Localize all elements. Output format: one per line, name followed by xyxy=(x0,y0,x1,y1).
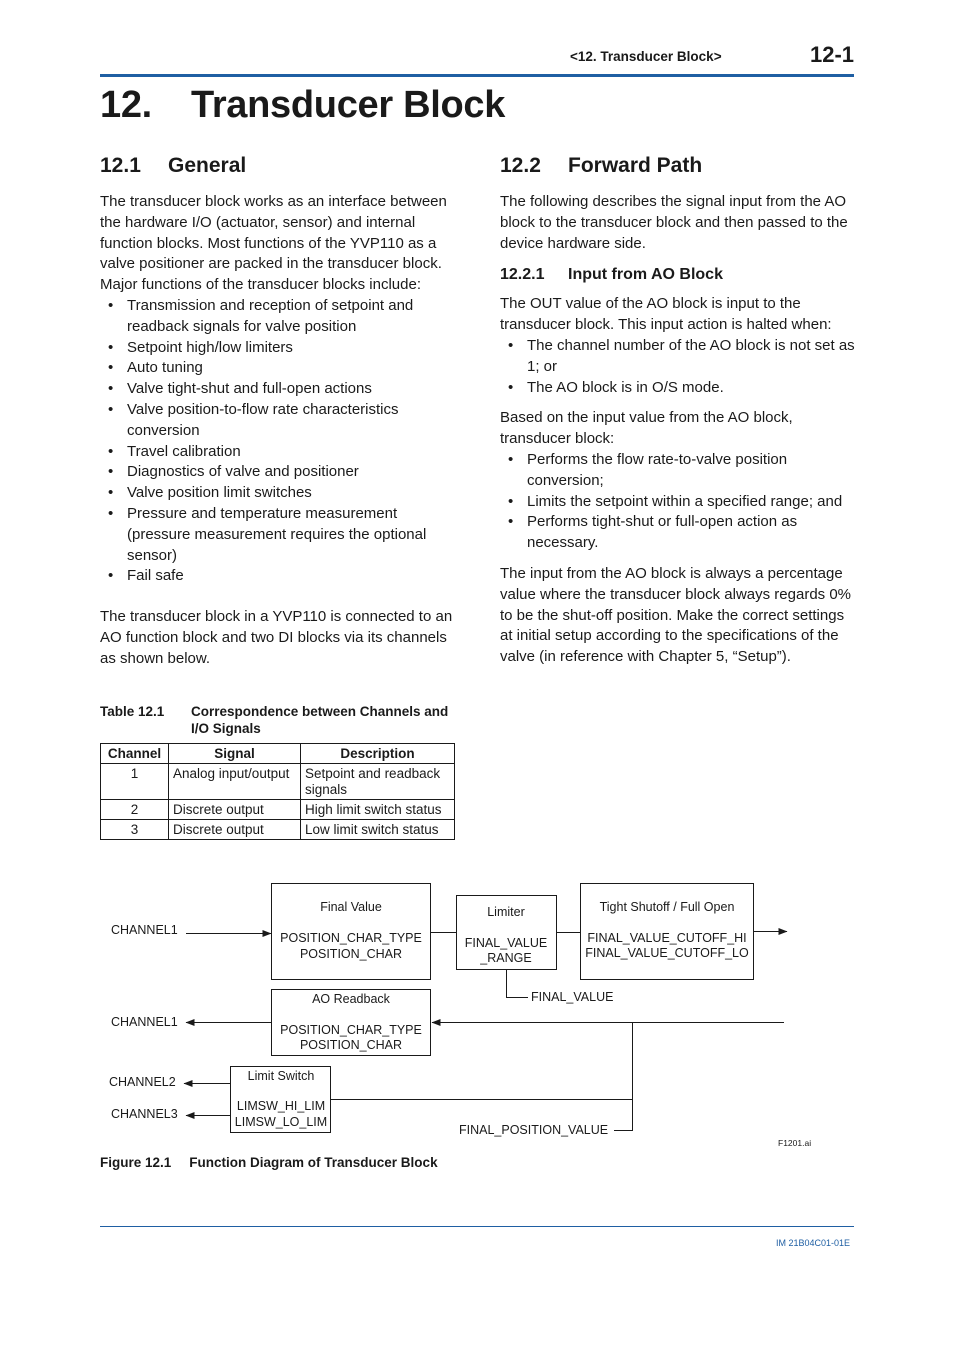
list-item: • Valve position limit switches xyxy=(100,483,460,504)
chapter-title-text: Transducer Block xyxy=(191,84,506,126)
ao-readback-param: POSITION_CHAR_TYPE xyxy=(280,1023,422,1037)
table-header-cell: Description xyxy=(301,744,455,764)
header-section-title: <12. Transducer Block> xyxy=(570,49,722,64)
table-header-cell: Signal xyxy=(169,744,301,764)
table-label: Table 12.1 xyxy=(100,704,165,719)
input-paragraph-3: The input from the AO block is always a percentage value where the transducer block always regards 0% to be the shut-off position. Make the correct settings at initial setup according to the specifications of the valve (in reference with Chapter 5, “Setup”). xyxy=(500,564,852,666)
tight-shutoff-param: FINAL_VALUE_CUTOFF_HI xyxy=(587,931,747,945)
list-item: • Fail safe xyxy=(100,566,460,587)
input-paragraph-2: Based on the input value from the AO block, transducer block: xyxy=(500,409,793,448)
figure-label: Figure 12.1 xyxy=(100,1155,172,1170)
table-caption-text: Correspondence between Channels and I/O Signals xyxy=(191,704,449,736)
table-header-cell: Channel xyxy=(101,744,169,764)
list-item: • Diagnostics of valve and positioner xyxy=(100,462,460,483)
list-item: • The AO block is in O/S mode. xyxy=(500,378,860,399)
list-item: • Valve position-to-flow rate characteristics conversion xyxy=(100,400,460,442)
list-item: • Auto tuning xyxy=(100,358,460,379)
tight-shutoff-title: Tight Shutoff / Full Open xyxy=(599,900,735,914)
subsection-number: 12.2.1 xyxy=(500,266,545,284)
list-item: • Setpoint high/low limiters xyxy=(100,338,460,359)
final-value-signal-label: FINAL_VALUE xyxy=(531,990,614,1004)
final-value-param: POSITION_CHAR xyxy=(299,947,403,961)
list-item: • Limits the setpoint within a specified range; and xyxy=(500,492,860,513)
figure-caption xyxy=(100,1155,438,1170)
input-paragraph-1: The OUT value of the AO block is input to the transducer block. This input action is halted when: xyxy=(500,295,832,334)
section-number: 12.1 xyxy=(100,154,141,177)
list-item: • The channel number of the AO block is not set as 1; or xyxy=(500,336,860,378)
table-cell: Discrete output xyxy=(169,800,301,820)
final-position-signal-label: FINAL_POSITION_VALUE xyxy=(459,1123,609,1137)
ao-readback-title: AO Readback xyxy=(312,992,390,1006)
limit-switch-title: Limit Switch xyxy=(247,1069,315,1083)
final-position-line xyxy=(614,1023,633,1131)
channel3-label: CHANNEL3 xyxy=(111,1107,178,1121)
table-cell: High limit switch status xyxy=(301,800,455,820)
final-value-param: POSITION_CHAR_TYPE xyxy=(280,931,422,945)
connection-paragraph: The transducer block in a YVP110 is connected to an AO function block and two DI blocks via its channels as shown below. xyxy=(100,608,453,667)
ao-readback-param: POSITION_CHAR xyxy=(299,1038,403,1052)
footer-rule xyxy=(100,1226,854,1227)
limit-switch-param: LIMSW_HI_LIM xyxy=(236,1099,326,1113)
chapter-number: 12. xyxy=(100,84,152,126)
tight-shutoff-param: FINAL_VALUE_CUTOFF_LO xyxy=(585,946,749,960)
figure-caption-text: Function Diagram of Transducer Block xyxy=(189,1155,438,1170)
figure-file-id: F1201.ai xyxy=(778,1138,812,1148)
list-item: • Valve tight-shut and full-open actions xyxy=(100,379,460,400)
final-value-tap-line xyxy=(507,970,529,998)
table-cell: Setpoint and readback signals xyxy=(301,764,455,800)
table-cell: Analog input/output xyxy=(169,764,301,800)
table-cell: Low limit switch status xyxy=(301,820,455,840)
channel1-output-label: CHANNEL1 xyxy=(111,1015,178,1029)
table-cell: 2 xyxy=(101,800,169,820)
section-number: 12.2 xyxy=(500,154,541,177)
general-intro-paragraph: The transducer block works as an interface between the hardware I/O (actuator, sensor) and internal function blocks. Most functions of the YVP110 as a valve positioner are packed in the transducer block. Major functions of the transducer blocks include: xyxy=(100,193,447,294)
limiter-param: FINAL_VALUE xyxy=(464,936,548,950)
limiter-param: _RANGE xyxy=(480,951,532,965)
list-item: • Performs the flow rate-to-valve position conversion; xyxy=(500,450,860,492)
table-cell: 3 xyxy=(101,820,169,840)
header-page-number: 12-1 xyxy=(810,42,855,67)
list-item: • Pressure and temperature measurement (pressure measurement requires the optional sensor) xyxy=(100,504,460,566)
forward-path-intro: The following describes the signal input from the AO block to the transducer block and then passed to the device hardware side. xyxy=(500,193,848,252)
channel1-input-label: CHANNEL1 xyxy=(111,923,178,937)
section-title: General xyxy=(168,154,247,177)
list-item: • Performs tight-shut or full-open action as necessary. xyxy=(500,512,860,554)
list-item: • Transmission and reception of setpoint and readback signals for valve position xyxy=(100,296,460,338)
limiter-title: Limiter xyxy=(487,905,525,919)
table-cell: 1 xyxy=(101,764,169,800)
list-item: • Travel calibration xyxy=(100,442,460,463)
channel2-label: CHANNEL2 xyxy=(109,1075,176,1089)
final-value-title: Final Value xyxy=(320,900,382,914)
table-cell: Discrete output xyxy=(169,820,301,840)
limit-switch-param: LIMSW_LO_LIM xyxy=(234,1115,328,1129)
section-title: Forward Path xyxy=(568,154,703,177)
subsection-title: Input from AO Block xyxy=(568,266,723,284)
footer-document-id: IM 21B04C01-01E xyxy=(776,1238,851,1248)
